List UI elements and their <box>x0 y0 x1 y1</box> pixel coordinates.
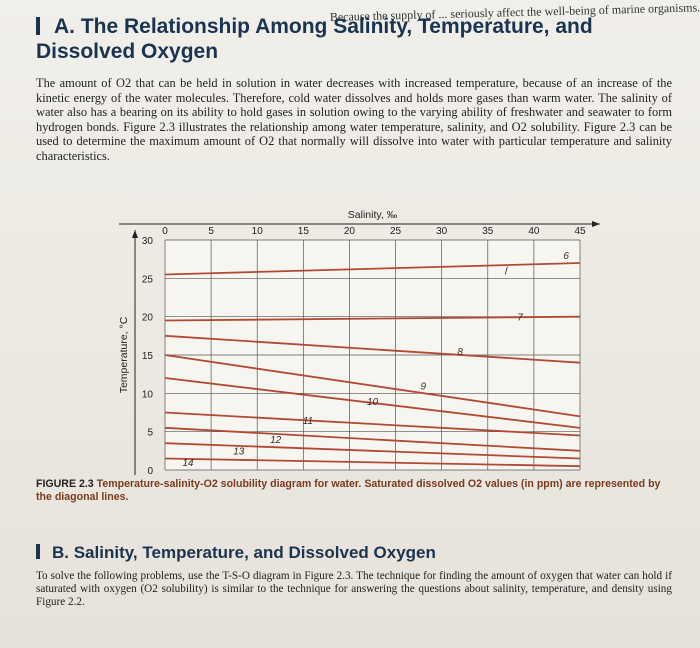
figure-caption <box>36 478 672 504</box>
y-axis-arrowhead <box>132 230 138 238</box>
y-tick-label: 10 <box>141 389 153 401</box>
y-tick-label: 0 <box>147 466 153 477</box>
y-tick-label: 25 <box>141 274 153 286</box>
x-axis-arrowhead <box>592 221 600 227</box>
line-value-label: 8 <box>457 347 463 358</box>
line-value-label: 7 <box>517 312 523 324</box>
y-tick-label: 5 <box>147 427 153 439</box>
section-b-paragraph: To solve the following problems, use the T-S-O diagram in Figure 2.3. The technique for finding the amount of oxygen that water can hold if saturated with oxygen (O2 solubility) is similar to the technique for answering the questions about salinity, temperature, and density using Figure 2.2. <box>36 570 672 608</box>
line-value-label: 11 <box>302 416 314 427</box>
x-tick-label: 20 <box>343 226 356 237</box>
figure-caption-label: FIGURE 2.3 <box>36 478 94 490</box>
section-a-heading <box>36 14 636 64</box>
x-tick-label: 10 <box>251 226 263 237</box>
y-tick-label: 30 <box>141 236 153 247</box>
x-tick-label: 15 <box>297 226 309 237</box>
heading-bar-marker <box>36 544 40 559</box>
x-tick-label: 45 <box>574 226 586 237</box>
line-value-label: 10 <box>366 396 379 408</box>
x-tick-label: 0 <box>162 226 168 237</box>
section-b-title: B. Salinity, Temperature, and Dissolved Oxygen <box>52 543 436 562</box>
heading-bar-marker <box>36 17 40 35</box>
top-text-fragment: Because the supply of ... seriously affect the well-being of marine organisms. <box>329 0 700 25</box>
line-value-label: 14 <box>182 458 194 470</box>
x-axis-label: Salinity, ‰ <box>347 209 398 221</box>
line-value-label: 9 <box>420 381 427 393</box>
x-tick-label: 35 <box>482 226 494 237</box>
section-b-heading <box>36 542 636 564</box>
y-tick-label: 15 <box>141 351 153 362</box>
tso-diagram-chart <box>110 200 670 490</box>
x-tick-label: 30 <box>436 226 448 237</box>
x-tick-label: 5 <box>208 226 214 237</box>
x-tick-label: 25 <box>389 226 402 237</box>
line-value-label: 12 <box>270 435 282 447</box>
y-tick-label: 20 <box>141 312 153 324</box>
y-axis-label: Temperature, °C <box>118 316 130 394</box>
line-value-label: 6 <box>563 251 569 263</box>
figure-caption-text: Temperature-salinity-O2 solubility diagram for water. Saturated dissolved O2 values (in ppm) are represented by the diagonal lines. <box>36 478 661 503</box>
chart-grid <box>165 240 580 470</box>
chart-annotation-mark: / <box>504 265 508 278</box>
x-tick-label: 40 <box>528 226 540 237</box>
section-a-paragraph: The amount of O2 that can be held in solution in water decreases with increased temperature, because of an increase of the kinetic energy of the water molecules. Therefore, cold water dissolves and holds more gases than warm water. The salinity of water also has a bearing on its ability to hold gases in solution owing to the varying ability of freshwater and seawater to form hydrogen bonds. Figure 2.3 illustrates the relationship among water temperature, salinity, and O2 solubility. Figure 2.3 can be used to determine the maximum amount of O2 that normally will dissolve into water with particular temperature and salinity characteristics. <box>36 76 672 163</box>
line-value-label: 13 <box>233 446 245 458</box>
section-a-title: A. The Relationship Among Salinity, Temperature, and Dissolved Oxygen <box>36 15 593 63</box>
